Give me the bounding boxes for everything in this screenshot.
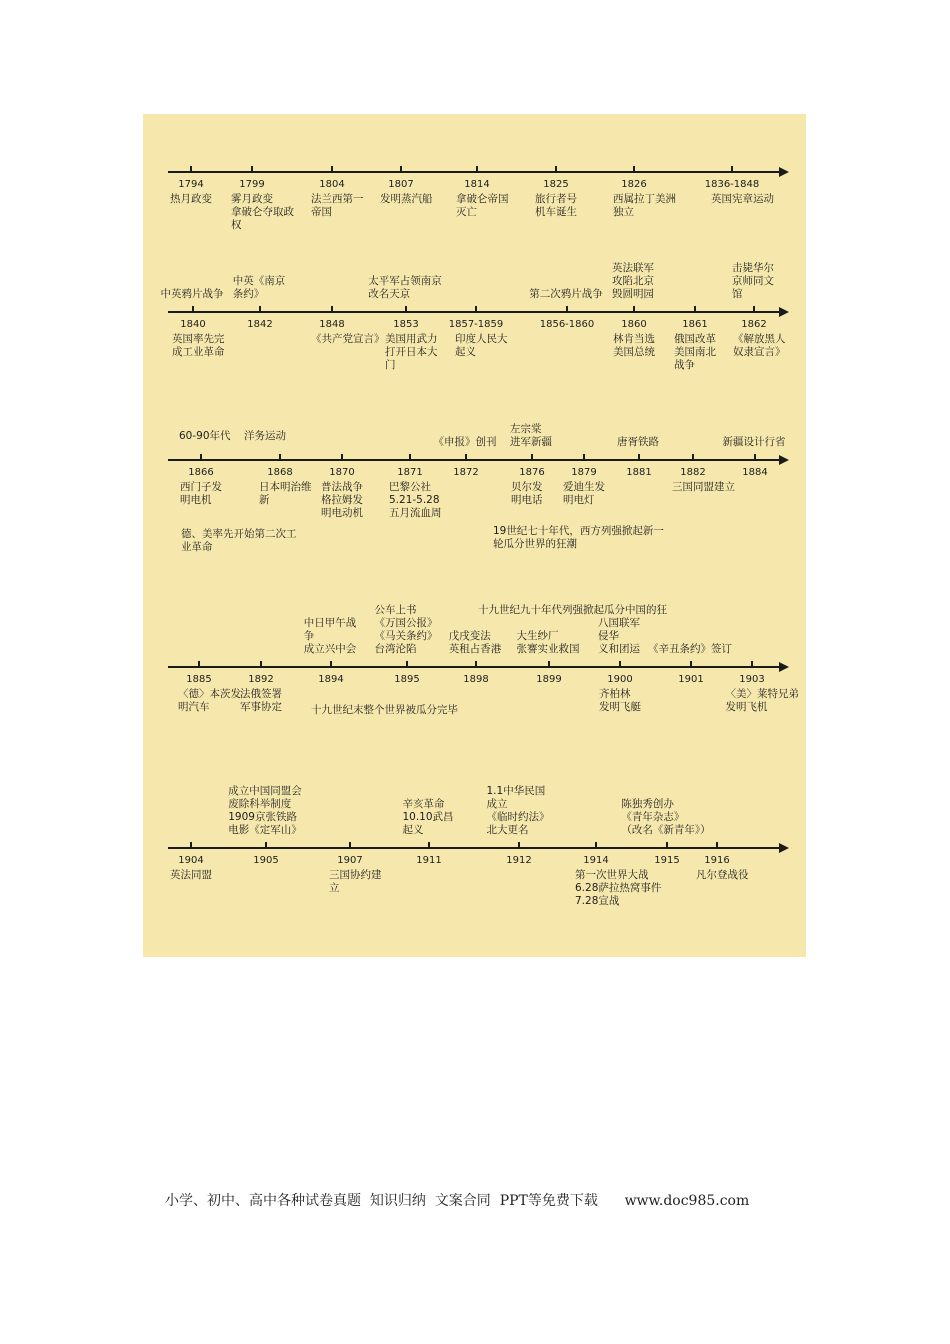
event-year: 1807 bbox=[388, 179, 414, 190]
timeline-tick bbox=[400, 166, 402, 172]
event-year: 1915 bbox=[654, 855, 680, 866]
event-year: 1840 bbox=[180, 319, 206, 330]
event-year: 1799 bbox=[239, 179, 265, 190]
axis-arrow-icon bbox=[779, 843, 789, 853]
event-label-above: 太平军占领南京 改名天京 bbox=[368, 275, 442, 300]
event-label-above: 中日甲午战 争 成立兴中会 bbox=[303, 617, 357, 655]
timeline-tick bbox=[566, 306, 568, 312]
event-label-above: 戊戌变法 英租占香港 bbox=[448, 630, 502, 655]
timeline-note: 十九世纪末整个世界被瓜分完毕 bbox=[311, 704, 458, 716]
timeline-tick bbox=[200, 454, 202, 460]
event-label-below: 普法战争 格拉姆发 明电动机 bbox=[321, 481, 363, 519]
timeline-note: 洋务运动 bbox=[244, 430, 286, 442]
event-year: 1842 bbox=[247, 319, 273, 330]
timeline-tick bbox=[331, 306, 333, 312]
event-year: 1866 bbox=[188, 467, 214, 478]
timeline-tick bbox=[331, 166, 333, 172]
event-label-above: 1.1中华民国 成立 《临时约法》 北大更名 bbox=[486, 785, 550, 836]
timeline-tick bbox=[595, 842, 597, 848]
event-label-below: 《解放黑人 奴隶宣言》 bbox=[733, 333, 786, 358]
event-label-below: 拿破仑帝国 灭亡 bbox=[456, 193, 509, 218]
timeline-tick bbox=[190, 842, 192, 848]
event-label-below: 齐柏林 发明飞艇 bbox=[599, 688, 641, 713]
event-label-above: 《辛丑条约》签订 bbox=[648, 643, 732, 655]
timeline-tick bbox=[753, 306, 755, 312]
timeline-tick bbox=[475, 661, 477, 667]
event-year: 1879 bbox=[571, 467, 597, 478]
timeline-tick bbox=[330, 661, 332, 667]
event-label-above: 英法联军 攻陷北京 毁圆明园 bbox=[612, 262, 654, 300]
event-year: 1814 bbox=[464, 179, 490, 190]
timeline-tick bbox=[751, 661, 753, 667]
event-year: 1903 bbox=[739, 674, 765, 685]
event-label-above: 八国联军 侵华 义和团运 bbox=[598, 617, 640, 655]
event-label-above: 击毙华尔 京师同文 馆 bbox=[732, 262, 774, 300]
event-label-below: 美国用武力 打开日本大 门 bbox=[385, 333, 438, 371]
event-year: 1905 bbox=[253, 855, 279, 866]
timeline-tick bbox=[405, 306, 407, 312]
event-label-above: 辛亥革命 10.10武昌 起义 bbox=[402, 798, 454, 836]
timeline-tick bbox=[409, 454, 411, 460]
timeline-tick bbox=[716, 842, 718, 848]
event-year: 1848 bbox=[319, 319, 345, 330]
event-label-above: 公车上书 《万国公报》 《马关条约》 台湾沦陷 bbox=[374, 604, 438, 655]
event-year: 1868 bbox=[267, 467, 293, 478]
event-year: 1907 bbox=[337, 855, 363, 866]
event-year: 1892 bbox=[248, 674, 274, 685]
event-year: 1882 bbox=[680, 467, 706, 478]
event-year: 1876 bbox=[519, 467, 545, 478]
timeline-axis bbox=[168, 459, 780, 461]
event-label-below: 凡尔登战役 bbox=[696, 869, 749, 881]
event-year: 1884 bbox=[742, 467, 768, 478]
timeline-tick bbox=[260, 661, 262, 667]
timeline-tick bbox=[583, 454, 585, 460]
timeline-tick bbox=[548, 661, 550, 667]
timeline-note: 德、美率先开始第二次工 业革命 bbox=[181, 528, 297, 553]
event-label-above: 《申报》创刊 bbox=[433, 436, 497, 448]
timeline-tick bbox=[192, 306, 194, 312]
event-year: 1861 bbox=[682, 319, 708, 330]
event-label-below: 印度人民大 起义 bbox=[455, 333, 508, 358]
event-label-below: 贝尔发 明电话 bbox=[511, 481, 543, 506]
timeline-tick bbox=[341, 454, 343, 460]
event-label-above: 中英鸦片战争 bbox=[160, 288, 224, 300]
timeline-tick bbox=[731, 166, 733, 172]
event-year: 1904 bbox=[178, 855, 204, 866]
event-label-below: 日本明治维 新 bbox=[259, 481, 312, 506]
event-year: 1862 bbox=[741, 319, 767, 330]
timeline-note: 60-90年代 bbox=[179, 430, 231, 442]
event-year: 1885 bbox=[186, 674, 212, 685]
event-label-above: 大生纱厂 张謇实业救国 bbox=[516, 630, 580, 655]
event-year: 1916 bbox=[704, 855, 730, 866]
event-label-below: 热月政变 bbox=[170, 193, 212, 205]
event-year: 1794 bbox=[178, 179, 204, 190]
event-year: 1804 bbox=[319, 179, 345, 190]
axis-arrow-icon bbox=[779, 307, 789, 317]
timeline-note: 十九世纪九十年代列强掀起瓜分中国的狂 bbox=[478, 604, 667, 616]
timeline-tick bbox=[279, 454, 281, 460]
event-label-above: 唐胥铁路 bbox=[617, 436, 659, 448]
event-year: 1900 bbox=[607, 674, 633, 685]
axis-arrow-icon bbox=[779, 167, 789, 177]
event-label-below: 西门子发 明电机 bbox=[180, 481, 222, 506]
timeline-axis bbox=[168, 171, 780, 173]
event-year: 1898 bbox=[463, 674, 489, 685]
event-year: 1853 bbox=[393, 319, 419, 330]
event-year: 1901 bbox=[678, 674, 704, 685]
event-year: 1857-1859 bbox=[448, 319, 504, 330]
timeline-note: 19世纪七十年代，西方列强掀起新一 轮瓜分世界的狂潮 bbox=[493, 525, 664, 550]
event-label-above: 新疆设计行省 bbox=[722, 436, 786, 448]
timeline-tick bbox=[349, 842, 351, 848]
timeline-tick bbox=[251, 166, 253, 172]
event-year: 1825 bbox=[543, 179, 569, 190]
event-year: 1911 bbox=[416, 855, 442, 866]
event-label-above: 陈独秀创办 《青年杂志》 （改名《新青年》） bbox=[621, 798, 711, 836]
event-year: 1871 bbox=[397, 467, 423, 478]
event-label-below: 法兰西第一 帝国 bbox=[311, 193, 364, 218]
timeline-tick bbox=[555, 166, 557, 172]
event-label-below: 巴黎公社 5.21-5.28 五月流血周 bbox=[389, 481, 442, 519]
event-label-below: 英法同盟 bbox=[170, 869, 212, 881]
event-label-below: 三国同盟建立 bbox=[672, 481, 735, 493]
timeline-image bbox=[143, 114, 806, 957]
event-year: 1894 bbox=[318, 674, 344, 685]
event-label-below: 〈美〉莱特兄弟 发明飞机 bbox=[725, 688, 799, 713]
timeline-tick bbox=[531, 454, 533, 460]
event-year: 1870 bbox=[329, 467, 355, 478]
timeline-tick bbox=[476, 166, 478, 172]
timeline-tick bbox=[518, 842, 520, 848]
event-label-above: 第二次鸦片战争 bbox=[529, 288, 603, 300]
event-label-below: 雾月政变 拿破仑夺取政 权 bbox=[231, 193, 294, 231]
timeline-tick bbox=[265, 842, 267, 848]
event-label-below: 旅行者号 机车诞生 bbox=[535, 193, 577, 218]
timeline-tick bbox=[259, 306, 261, 312]
event-label-below: 俄国改革 美国南北 战争 bbox=[674, 333, 716, 371]
event-label-above: 左宗棠 进军新疆 bbox=[510, 423, 552, 448]
event-year: 1826 bbox=[621, 179, 647, 190]
timeline-tick bbox=[633, 166, 635, 172]
event-year: 1895 bbox=[394, 674, 420, 685]
timeline-tick bbox=[633, 306, 635, 312]
event-label-below: 《共产党宣言》 bbox=[311, 333, 385, 345]
axis-arrow-icon bbox=[779, 455, 789, 465]
event-label-below: 法俄签署 军事协定 bbox=[240, 688, 282, 713]
timeline-tick bbox=[666, 842, 668, 848]
timeline-tick bbox=[428, 842, 430, 848]
event-year: 1860 bbox=[621, 319, 647, 330]
event-label-below: 爱迪生发 明电灯 bbox=[563, 481, 605, 506]
timeline-tick bbox=[619, 661, 621, 667]
timeline-tick bbox=[692, 454, 694, 460]
event-year: 1899 bbox=[536, 674, 562, 685]
timeline-axis bbox=[168, 847, 780, 849]
event-label-below: 英国率先完 成工业革命 bbox=[172, 333, 225, 358]
timeline-tick bbox=[475, 306, 477, 312]
event-year: 1912 bbox=[506, 855, 532, 866]
timeline-tick bbox=[190, 166, 192, 172]
event-year: 1856-1860 bbox=[539, 319, 595, 330]
event-year: 1836-1848 bbox=[704, 179, 760, 190]
event-label-below: 林肯当选 美国总统 bbox=[613, 333, 655, 358]
timeline-tick bbox=[465, 454, 467, 460]
event-label-above: 中英《南京 条约》 bbox=[232, 275, 286, 300]
event-label-below: 三国协约建 立 bbox=[329, 869, 382, 894]
timeline-tick bbox=[694, 306, 696, 312]
footer-text: 小学、初中、高中各种试卷真题 知识归纳 文案合同 PPT等免费下载 www.doc985.com bbox=[165, 1193, 750, 1209]
timeline-tick bbox=[406, 661, 408, 667]
event-label-below: 〈德〉本茨发 明汽车 bbox=[178, 688, 241, 713]
event-label-above: 成立中国同盟会 废除科举制度 1909京张铁路 电影《定军山》 bbox=[228, 785, 302, 836]
timeline-tick bbox=[198, 661, 200, 667]
event-year: 1872 bbox=[453, 467, 479, 478]
event-label-below: 英国宪章运动 bbox=[711, 193, 774, 205]
event-label-below: 第一次世界大战 6.28萨拉热窝事件 7.28宣战 bbox=[575, 869, 662, 907]
axis-arrow-icon bbox=[779, 662, 789, 672]
event-label-below: 西属拉丁美洲 独立 bbox=[613, 193, 676, 218]
timeline-tick bbox=[638, 454, 640, 460]
event-year: 1914 bbox=[583, 855, 609, 866]
timeline-tick bbox=[690, 661, 692, 667]
event-label-below: 发明蒸汽船 bbox=[380, 193, 433, 205]
event-year: 1881 bbox=[626, 467, 652, 478]
timeline-tick bbox=[754, 454, 756, 460]
